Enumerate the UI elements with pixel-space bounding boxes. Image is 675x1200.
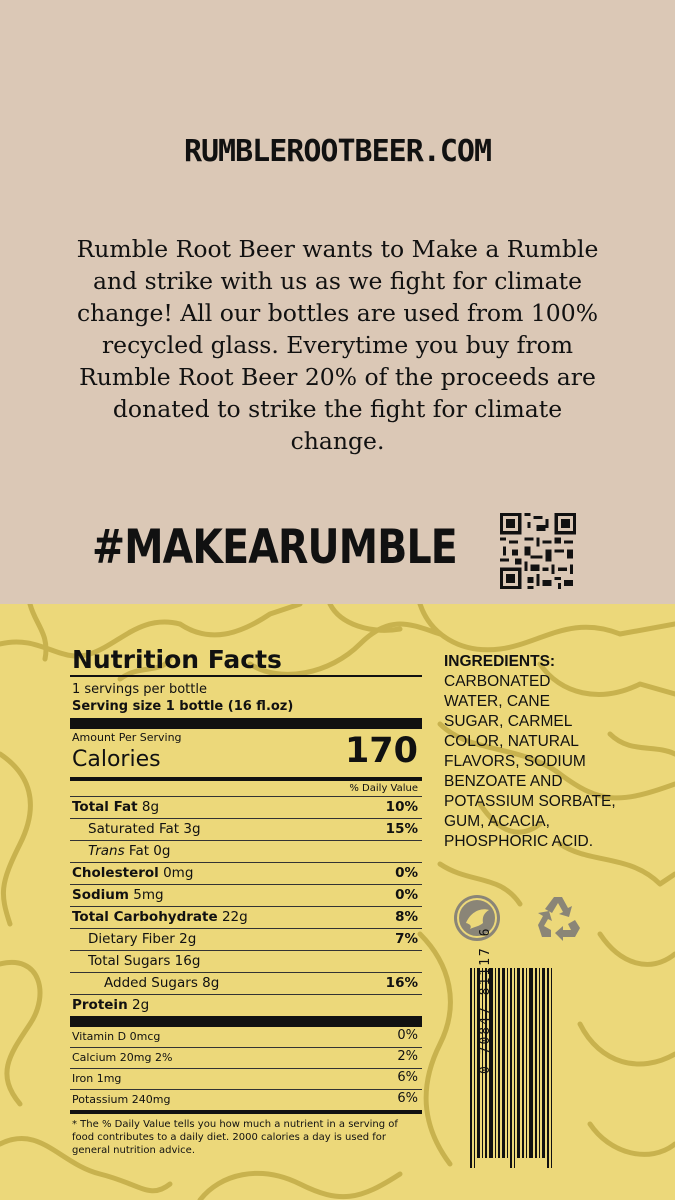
nutrient-row-added-sugars: Added Sugars 8g 16% xyxy=(70,972,422,994)
nutrient-row-cholesterol: Cholesterol 0mg 0% xyxy=(70,862,422,884)
vitamin-row: Vitamin D 0mcg 0% xyxy=(72,1027,418,1043)
ingredient-line: WATER, CANE xyxy=(444,693,550,710)
divider xyxy=(70,675,422,677)
vitamin-row: Iron 1mg 6% xyxy=(70,1068,422,1089)
nutrient-row-protein: Protein 2g xyxy=(70,994,422,1016)
nutrient-row-total-sugars: Total Sugars 16g xyxy=(70,950,422,972)
ingredient-line: BENZOATE AND xyxy=(444,773,563,790)
recycle-icon xyxy=(534,893,582,943)
servings-per-container: 1 servings per bottle xyxy=(72,681,207,697)
ingredient-line: GUM, ACACIA, xyxy=(444,813,550,830)
daily-value-header: % Daily Value xyxy=(349,782,418,794)
nutrition-title: Nutrition Facts xyxy=(72,645,282,674)
vitamin-row: Potassium 240mg 6% xyxy=(70,1089,422,1110)
mission-blurb: Rumble Root Beer wants to Make a Rumble and strike with us as we fight for climate change! All our bottles are used from 100% recycled glass. Everytime you buy from Rumble Root Beer 20% of the proceeds are donated to strike the fight for climate change. xyxy=(76,235,599,455)
calories-block xyxy=(70,729,422,777)
ingredient-line: POTASSIUM SORBATE, xyxy=(444,793,616,810)
amount-per-serving: Amount Per Serving xyxy=(72,730,182,744)
ingredient-line: SUGAR, CARMEL xyxy=(444,713,573,730)
divider-thick xyxy=(70,1016,422,1027)
ingredient-line: COLOR, NATURAL xyxy=(444,733,579,750)
ingredient-line: PHOSPHORIC ACID. xyxy=(444,833,593,850)
bird-logo-icon xyxy=(452,893,502,943)
divider-thick xyxy=(70,718,422,729)
barcode-number: 0 70847 81117 6 xyxy=(478,926,493,1074)
serving-size: Serving size 1 bottle (16 fl.oz) xyxy=(72,698,294,714)
vitamin-row: Calcium 20mg 2% 2% xyxy=(70,1047,422,1068)
daily-value-footnote: * The % Daily Value tells you how much a nutrient in a serving of food contributes to a daily diet. 2000 calories a day is used for general nutrition advice. xyxy=(72,1118,398,1156)
nutrient-row-total-carbohydrate: Total Carbohydrate 22g 8% xyxy=(70,906,422,928)
nutrient-row-trans-fat: Trans Fat 0g xyxy=(70,840,422,862)
hashtag: #MAKEARUMBLE xyxy=(92,520,457,575)
calories-label: Calories xyxy=(72,746,161,772)
ingredient-line: CARBONATED xyxy=(444,673,551,690)
nutrient-row-saturated-fat: Saturated Fat 3g 15% xyxy=(70,818,422,840)
website-url: RUMBLEROOTBEER.COM xyxy=(183,134,492,169)
nutrient-row-dietary-fiber: Dietary Fiber 2g 7% xyxy=(70,928,422,950)
ingredients-title: INGREDIENTS: xyxy=(444,653,556,670)
nutrition-facts-panel xyxy=(70,645,422,1157)
qr-code xyxy=(500,513,576,589)
calories-value: 170 xyxy=(344,730,418,771)
ingredients-panel xyxy=(444,652,634,852)
nutrient-row-total-fat: Total Fat 8g 10% xyxy=(70,796,422,818)
ingredient-line: FLAVORS, SODIUM xyxy=(444,753,586,770)
divider-medium xyxy=(70,1110,422,1114)
nutrient-row-sodium: Sodium 5mg 0% xyxy=(70,884,422,906)
